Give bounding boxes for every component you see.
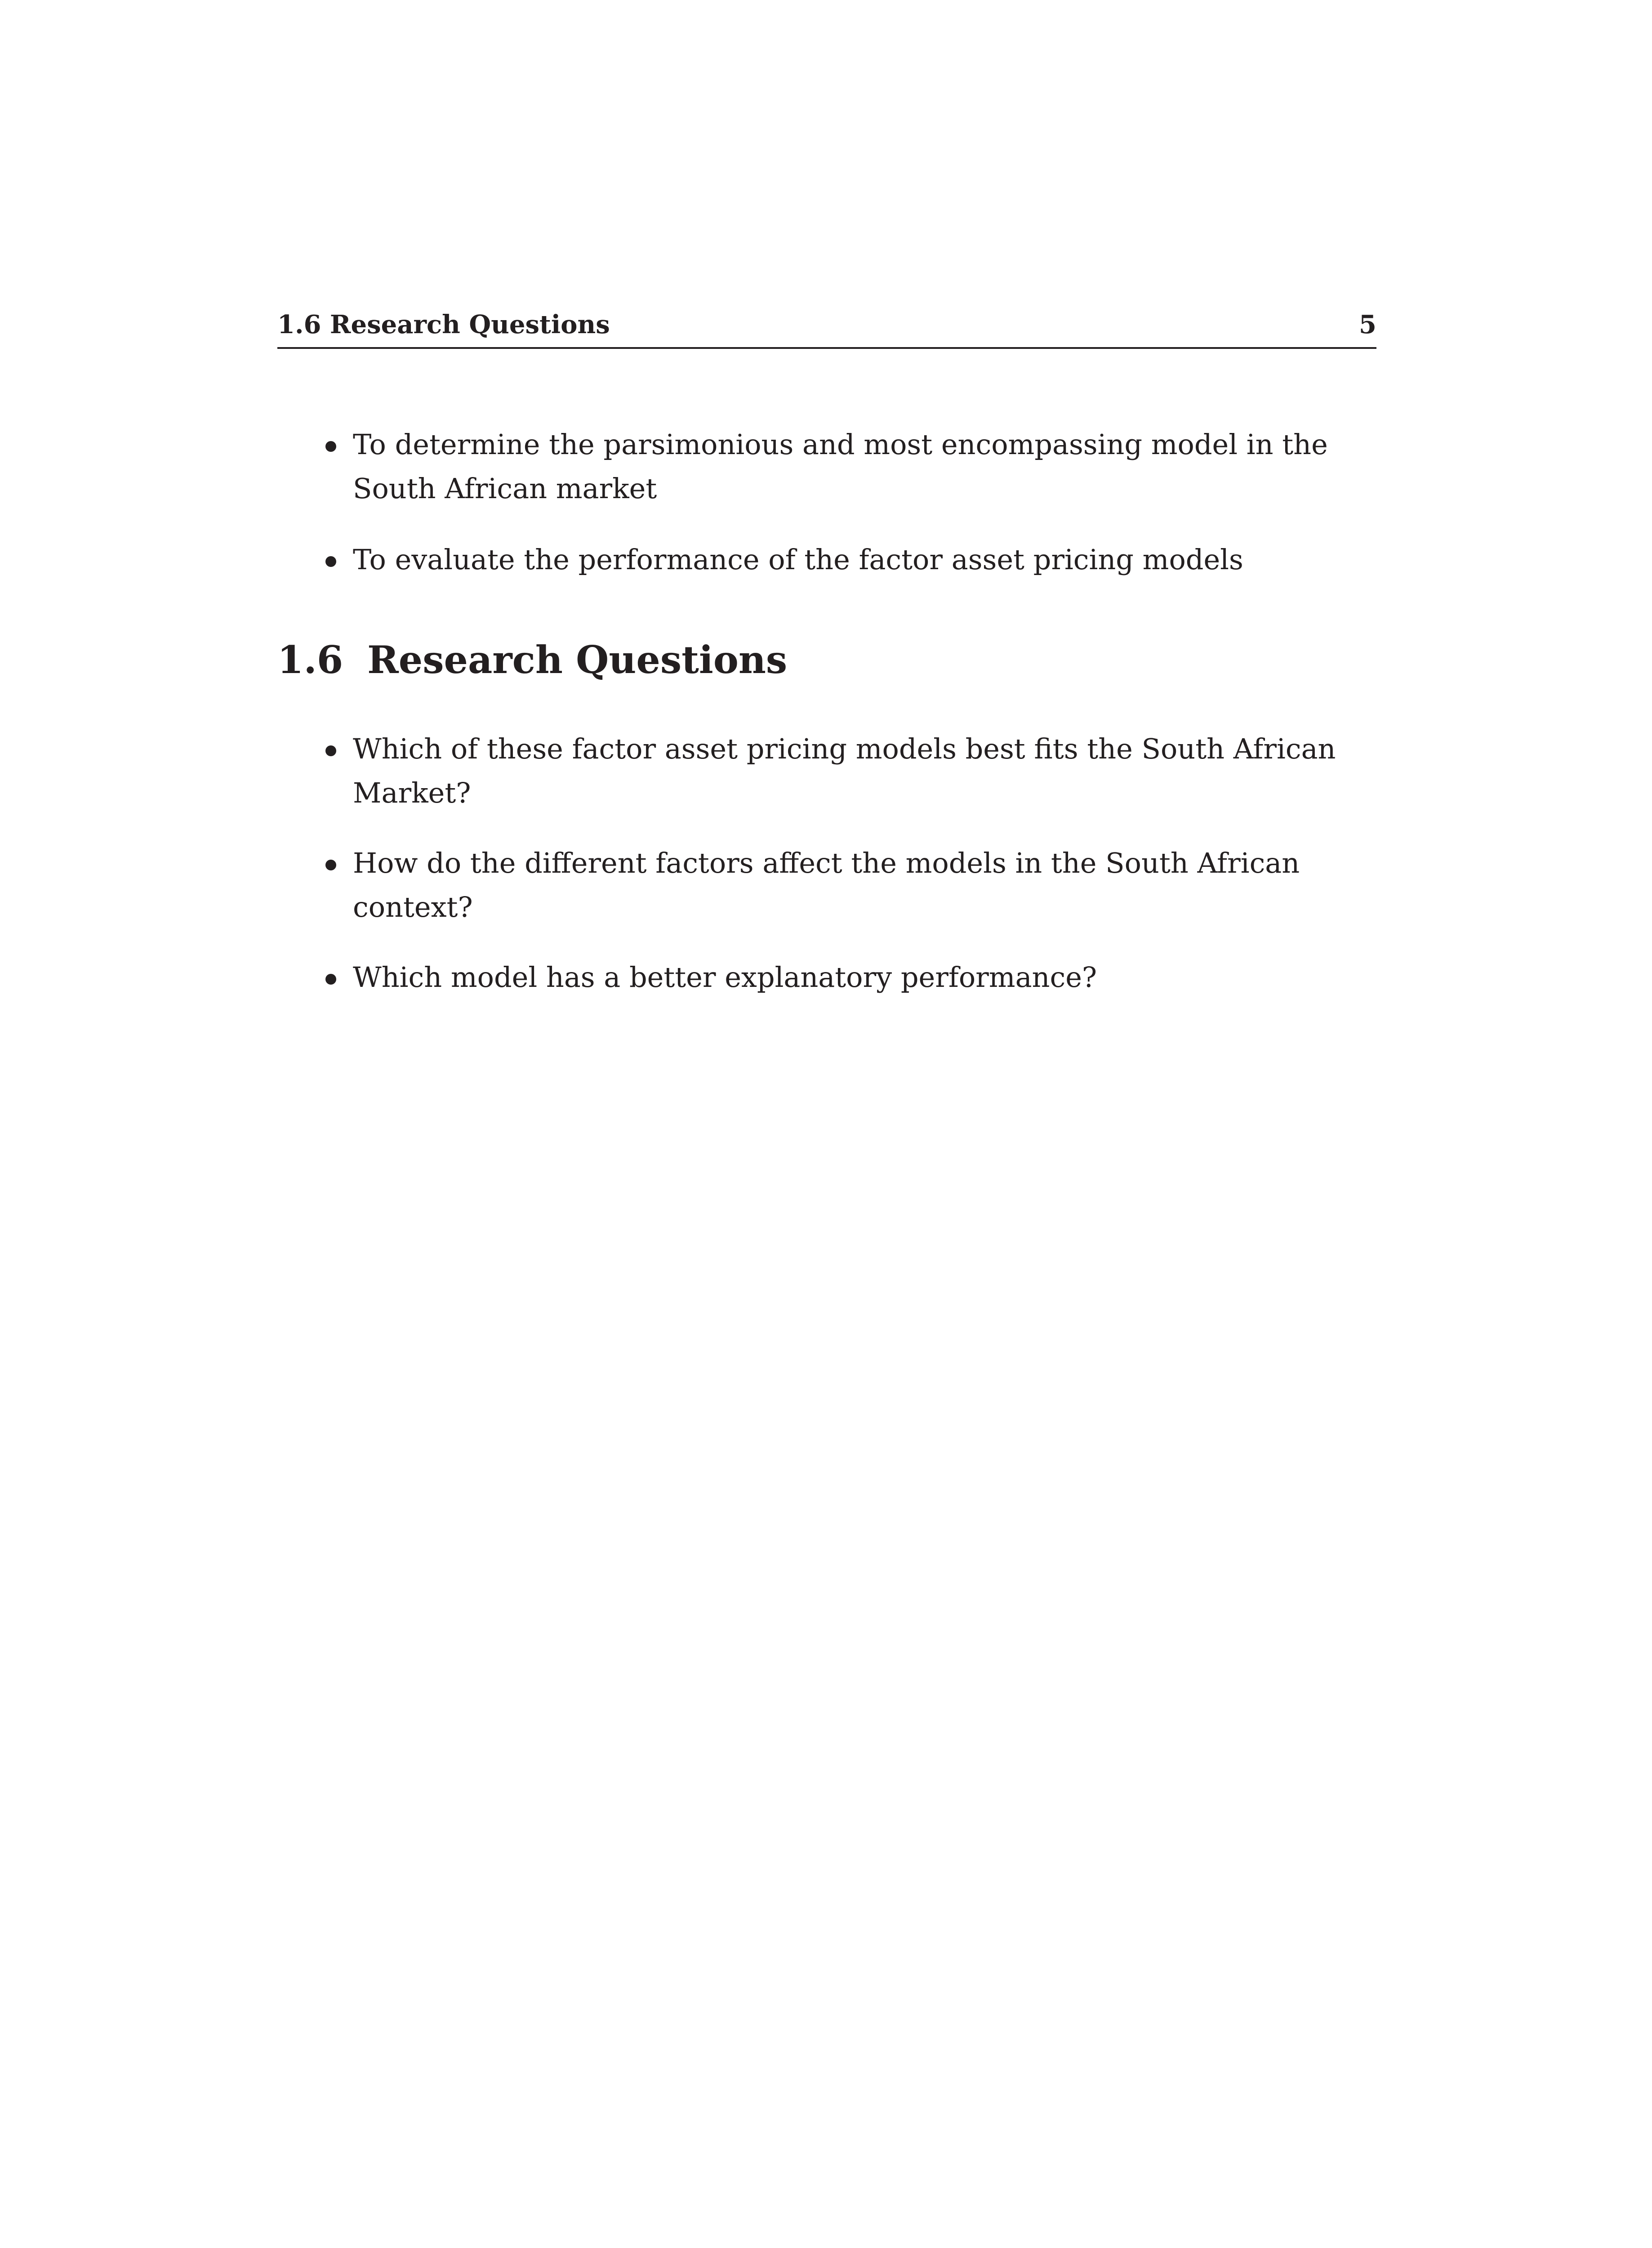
list-item: [277, 538, 1376, 582]
list-item: [277, 955, 1376, 999]
bullet-icon: [325, 974, 336, 985]
section-title: Research Questions: [367, 638, 788, 682]
objectives-list: [277, 423, 1376, 582]
section-number: 1.6: [277, 638, 343, 682]
list-item-text: Which model has a better explanatory performance?: [353, 961, 1097, 994]
running-header-title: 1.6 Research Questions: [277, 310, 610, 339]
list-item-text: To determine the parsimonious and most encompassing model in the South African market: [353, 428, 1328, 505]
list-item: [277, 727, 1376, 815]
research-questions-list: [277, 727, 1376, 999]
bullet-icon: [325, 745, 336, 756]
bullet-icon: [325, 860, 336, 870]
list-item-text: How do the different factors affect the models in the South African context?: [353, 847, 1300, 923]
section-heading: [277, 638, 787, 682]
list-item-text: Which of these factor asset pricing models best fits the South African Market?: [353, 732, 1336, 809]
list-item-text: To evaluate the performance of the factor asset pricing models: [353, 543, 1243, 576]
bullet-icon: [325, 556, 336, 567]
list-item: [277, 423, 1376, 511]
running-header: [277, 306, 1376, 349]
list-item: [277, 841, 1376, 929]
bullet-icon: [325, 441, 336, 452]
page-number: 5: [1359, 310, 1376, 339]
